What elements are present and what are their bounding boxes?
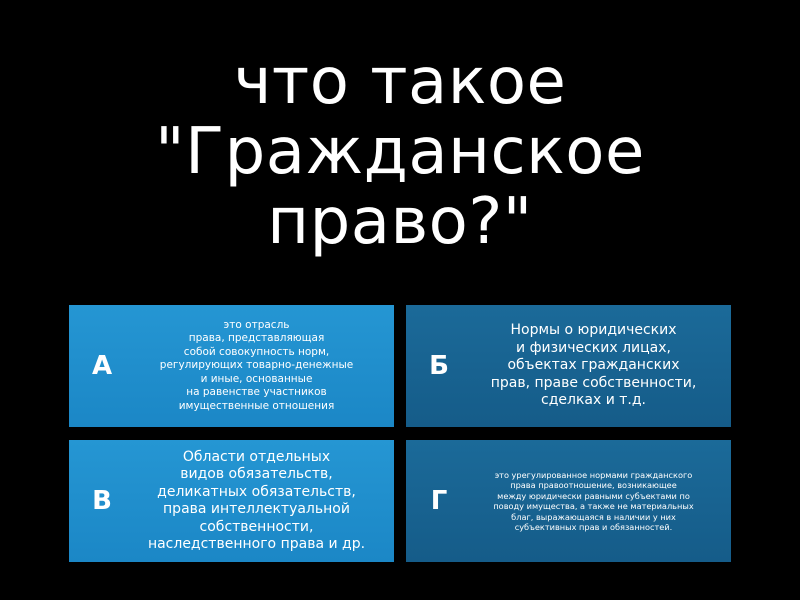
answer-option-v[interactable]: [69, 440, 394, 562]
answer-letter: Б: [429, 351, 449, 381]
answer-text: Области отдельных видов обязательств, деликатных обязательств, права интеллектуальной собственности, наследственного права и др.: [147, 448, 366, 552]
answer-text: это урегулированное нормами гражданского права правоотношение, возникающее между юридически равными субъектами по поводу имущества, а также не материальных благ, выражающаяся в наличии у них субъективных прав и обязанностей.: [493, 469, 694, 532]
answer-letter: А: [91, 351, 113, 381]
question-text: что такое "Гражданское право?": [155, 45, 645, 259]
answer-text: Нормы о юридических и физических лицах, объектах гражданских прав, праве собственности, сделках и т.д.: [490, 322, 697, 409]
answer-letter: Г: [430, 486, 448, 516]
answer-option-a[interactable]: [69, 305, 394, 427]
answer-option-g[interactable]: [406, 440, 731, 562]
answer-text: это отрасль права, представляющая собой совокупность норм, регулирующих товарно-денежные и иные, основанные на равенстве участников имущественные отношения: [159, 318, 354, 412]
answer-option-b[interactable]: [406, 305, 731, 427]
answer-letter: В: [92, 486, 112, 516]
question-panel: [40, 32, 760, 272]
